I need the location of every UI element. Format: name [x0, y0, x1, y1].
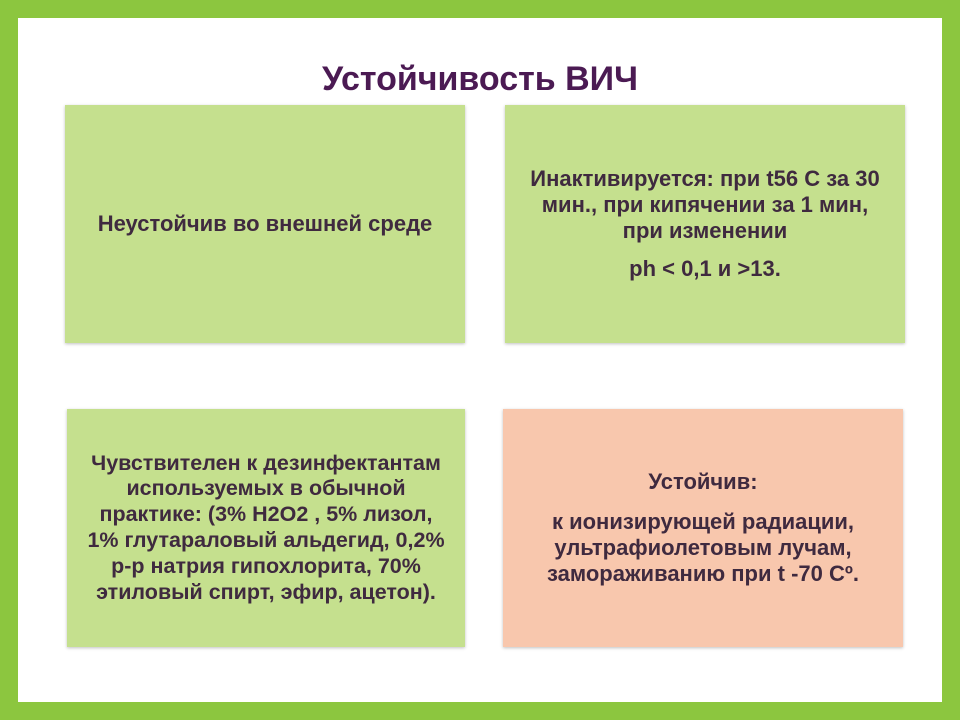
slide-title: Устойчивость ВИЧ — [322, 60, 638, 98]
card-disinfectants — [67, 409, 465, 647]
card-text: Неустойчив во внешней среде — [97, 211, 433, 237]
card-heading: Устойчив: — [648, 469, 758, 495]
card-text: к ионизирующей радиации, ультрафиолетовым лучам, замораживанию при t -70 Сº. — [546, 509, 860, 586]
card-text: Чувствителен к дезинфектантам используемых в обычной практике: (3% Н2О2 , 5% лизол, 1% глутараловый альдегид, 0,2% р-р натрия гипохлорита, 70% этиловый спирт, эфир, ацетон). — [87, 450, 445, 604]
card-unstable-environment — [65, 105, 465, 343]
card-inactivation — [505, 105, 905, 343]
card-resistant — [503, 409, 903, 647]
slide — [18, 18, 942, 702]
card-text: Инактивируется: при t56 С за 30 мин., при кипячении за 1 мин, при изменении — [530, 166, 880, 243]
card-text-ph: ph < 0,1 и >13. — [629, 255, 781, 281]
